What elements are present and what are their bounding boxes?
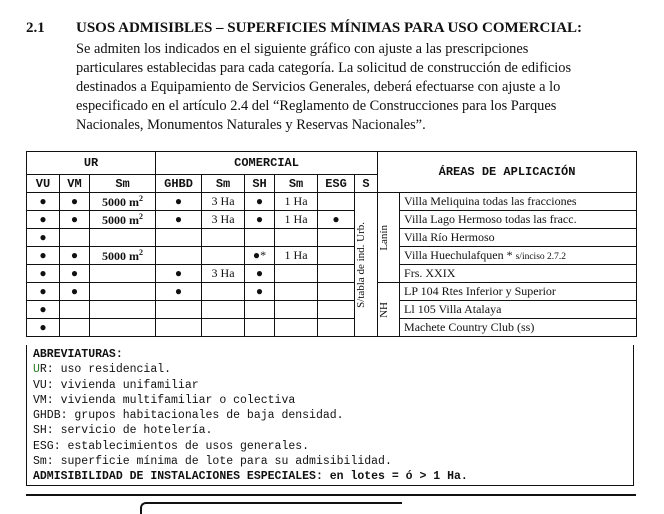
cell-vu: ● bbox=[27, 265, 60, 283]
min-area-value: 5000 m bbox=[102, 248, 140, 263]
squared-superscript: 2 bbox=[139, 211, 144, 221]
col-header-sh: SH bbox=[245, 175, 275, 193]
cell-vm: ● bbox=[60, 193, 90, 211]
cell-sm-c: 3 Ha bbox=[202, 193, 245, 211]
squared-superscript: 2 bbox=[139, 247, 144, 257]
cell-sm-ur bbox=[90, 319, 156, 337]
area-name bbox=[400, 319, 637, 337]
area-name bbox=[400, 193, 637, 211]
min-area-value: 5000 m bbox=[102, 194, 140, 209]
area-name bbox=[400, 229, 637, 247]
paragraph-line: destinados a Equipamiento de Servicios Generales, deberá efectuarse con ajuste a lo bbox=[76, 79, 561, 95]
cell-vu: ● bbox=[27, 193, 60, 211]
cell-ghbd bbox=[156, 301, 202, 319]
uses-table bbox=[26, 151, 637, 337]
cell-vu: ● bbox=[27, 301, 60, 319]
area-name bbox=[400, 265, 637, 283]
col-header-vu: VU bbox=[27, 175, 60, 193]
abbreviation-item: VM: vivienda multifamiliar o colectiva bbox=[33, 393, 296, 407]
cell-vm: ● bbox=[60, 247, 90, 265]
cell-sm-ur bbox=[90, 301, 156, 319]
area-label: Frs. XXIX bbox=[404, 266, 456, 280]
lanin-group-label: Lanín bbox=[378, 224, 391, 251]
cell-sm-sh bbox=[275, 319, 318, 337]
nh-group-label: NH bbox=[378, 301, 391, 318]
abbreviation-item: GHDB: grupos habitacionales de baja densidad. bbox=[33, 409, 344, 423]
cell-sm-ur bbox=[90, 283, 156, 301]
cell-sm-ur bbox=[90, 265, 156, 283]
next-table-edge bbox=[140, 502, 402, 514]
cell-vu: ● bbox=[27, 211, 60, 229]
cell-esg bbox=[318, 193, 355, 211]
min-area-value: 5000 m bbox=[102, 212, 140, 227]
cell-vm: ● bbox=[60, 211, 90, 229]
col-header-esg: ESG bbox=[318, 175, 355, 193]
cell-sm-c bbox=[202, 247, 245, 265]
cell-esg bbox=[318, 265, 355, 283]
special-installations-note: ADMISIBILIDAD DE INSTALACIONES ESPECIALES: en lotes = ó > 1 Ha. bbox=[33, 470, 468, 484]
cell-ghbd: ● bbox=[156, 265, 202, 283]
table-row bbox=[27, 319, 637, 337]
cell-ghbd: ● bbox=[156, 283, 202, 301]
table-row bbox=[27, 265, 637, 283]
abbreviation-item: VU: vivienda unifamiliar bbox=[33, 378, 199, 392]
cell-ghbd: ● bbox=[156, 211, 202, 229]
s-vertical-cell bbox=[355, 193, 378, 337]
cell-ghbd bbox=[156, 319, 202, 337]
section-number: 2.1 bbox=[26, 20, 45, 36]
abbreviations-title: ABREVIATURAS: bbox=[33, 348, 123, 361]
table-row bbox=[27, 301, 637, 319]
group-comercial-header: COMERCIAL bbox=[156, 152, 378, 175]
abbreviation-ur-initial: U bbox=[33, 363, 40, 377]
cell-sm-sh: 1 Ha bbox=[275, 211, 318, 229]
group-ur-header: UR bbox=[27, 152, 156, 175]
cell-vu: ● bbox=[27, 319, 60, 337]
cell-vm bbox=[60, 319, 90, 337]
cell-esg bbox=[318, 301, 355, 319]
cell-ghbd: ● bbox=[156, 193, 202, 211]
cell-esg bbox=[318, 283, 355, 301]
cell-vm: ● bbox=[60, 283, 90, 301]
area-note: s/inciso 2.7.2 bbox=[515, 252, 567, 262]
table-row bbox=[27, 247, 637, 265]
area-label: Ll 105 Villa Atalaya bbox=[404, 302, 502, 316]
abbreviation-ur bbox=[33, 362, 633, 377]
cell-esg bbox=[318, 319, 355, 337]
cell-sm-sh bbox=[275, 229, 318, 247]
abbreviations-box bbox=[26, 345, 634, 486]
cell-sm-ur bbox=[90, 229, 156, 247]
table-row bbox=[27, 283, 637, 301]
cell-sh: ● bbox=[245, 265, 275, 283]
cell-sm-c: 3 Ha bbox=[202, 211, 245, 229]
cell-esg bbox=[318, 247, 355, 265]
cell-sm-sh bbox=[275, 301, 318, 319]
area-name bbox=[400, 247, 637, 265]
paragraph-line: Se admiten los indicados en el siguiente gráfico con ajuste a las prescripciones bbox=[76, 41, 529, 57]
area-name bbox=[400, 211, 637, 229]
abbreviation-ur-text: R: uso residencial. bbox=[39, 363, 172, 377]
col-header-sm-ur: Sm bbox=[90, 175, 156, 193]
area-label: Villa Río Hermoso bbox=[404, 230, 495, 244]
area-label: Villa Lago Hermoso todas las fracc. bbox=[404, 212, 577, 226]
table-row bbox=[27, 229, 637, 247]
col-header-s: S bbox=[355, 175, 378, 193]
cell-sm-c bbox=[202, 319, 245, 337]
section-title: USOS ADMISIBLES – SUPERFICIES MÍNIMAS PARA USO COMERCIAL: bbox=[76, 20, 583, 36]
col-header-ghbd: GHBD bbox=[156, 175, 202, 193]
cell-vu: ● bbox=[27, 283, 60, 301]
area-label: Villa Meliquina todas las fracciones bbox=[404, 194, 577, 208]
cell-vm bbox=[60, 301, 90, 319]
bottom-rule bbox=[26, 494, 636, 496]
area-label: Villa Huechulafquen * bbox=[404, 248, 516, 262]
table-row bbox=[27, 211, 637, 229]
cell-sh bbox=[245, 319, 275, 337]
cell-sm-sh bbox=[275, 265, 318, 283]
area-name bbox=[400, 301, 637, 319]
cell-vu: ● bbox=[27, 247, 60, 265]
abbreviation-item: SH: servicio de hotelería. bbox=[33, 424, 213, 438]
cell-sh: ● bbox=[245, 211, 275, 229]
abbreviation-item: ESG: establecimientos de usos generales. bbox=[33, 439, 310, 453]
col-header-sm-sh: Sm bbox=[275, 175, 318, 193]
col-header-sm-ghbd: Sm bbox=[202, 175, 245, 193]
cell-sm-ur bbox=[90, 193, 156, 211]
cell-sh: ● bbox=[245, 193, 275, 211]
paragraph-line: particulares establecidas para cada categoría. La solicitud de construcción de edificios bbox=[76, 60, 572, 76]
areas-header: ÁREAS DE APLICACIÓN bbox=[378, 152, 637, 193]
cell-ghbd bbox=[156, 247, 202, 265]
area-label: LP 104 Rtes Inferior y Superior bbox=[404, 284, 556, 298]
abbreviation-item: Sm: superficie mínima de lote para su admisibilidad. bbox=[33, 455, 392, 469]
cell-sm-ur bbox=[90, 247, 156, 265]
cell-sm-c: 3 Ha bbox=[202, 265, 245, 283]
paragraph-line: Nacionales, Monumentos Naturales y Reservas Nacionales”. bbox=[76, 117, 426, 133]
cell-esg: ● bbox=[318, 211, 355, 229]
nh-group-cell bbox=[378, 283, 400, 337]
cell-vu: ● bbox=[27, 229, 60, 247]
cell-sm-ur bbox=[90, 211, 156, 229]
s-vertical-label: S/tabla de ind. Urb. bbox=[355, 221, 368, 308]
cell-sm-c bbox=[202, 283, 245, 301]
cell-sm-sh bbox=[275, 283, 318, 301]
cell-ghbd bbox=[156, 229, 202, 247]
cell-sh bbox=[245, 301, 275, 319]
section-paragraph bbox=[76, 40, 638, 135]
squared-superscript: 2 bbox=[139, 193, 144, 203]
area-name bbox=[400, 283, 637, 301]
lanin-group-cell bbox=[378, 193, 400, 283]
paragraph-line: especificado en el artículo 2.4 del “Reglamento de Construcciones para los Parques bbox=[76, 98, 557, 114]
cell-sm-c bbox=[202, 229, 245, 247]
cell-sh: ● bbox=[245, 283, 275, 301]
cell-esg bbox=[318, 229, 355, 247]
cell-sh: ●* bbox=[245, 247, 275, 265]
cell-sm-sh: 1 Ha bbox=[275, 193, 318, 211]
area-label: Machete Country Club (ss) bbox=[404, 320, 535, 334]
cell-sm-c bbox=[202, 301, 245, 319]
cell-vm bbox=[60, 229, 90, 247]
table-row bbox=[27, 193, 637, 211]
cell-vm: ● bbox=[60, 265, 90, 283]
cell-sm-sh: 1 Ha bbox=[275, 247, 318, 265]
col-header-vm: VM bbox=[60, 175, 90, 193]
cell-sh bbox=[245, 229, 275, 247]
